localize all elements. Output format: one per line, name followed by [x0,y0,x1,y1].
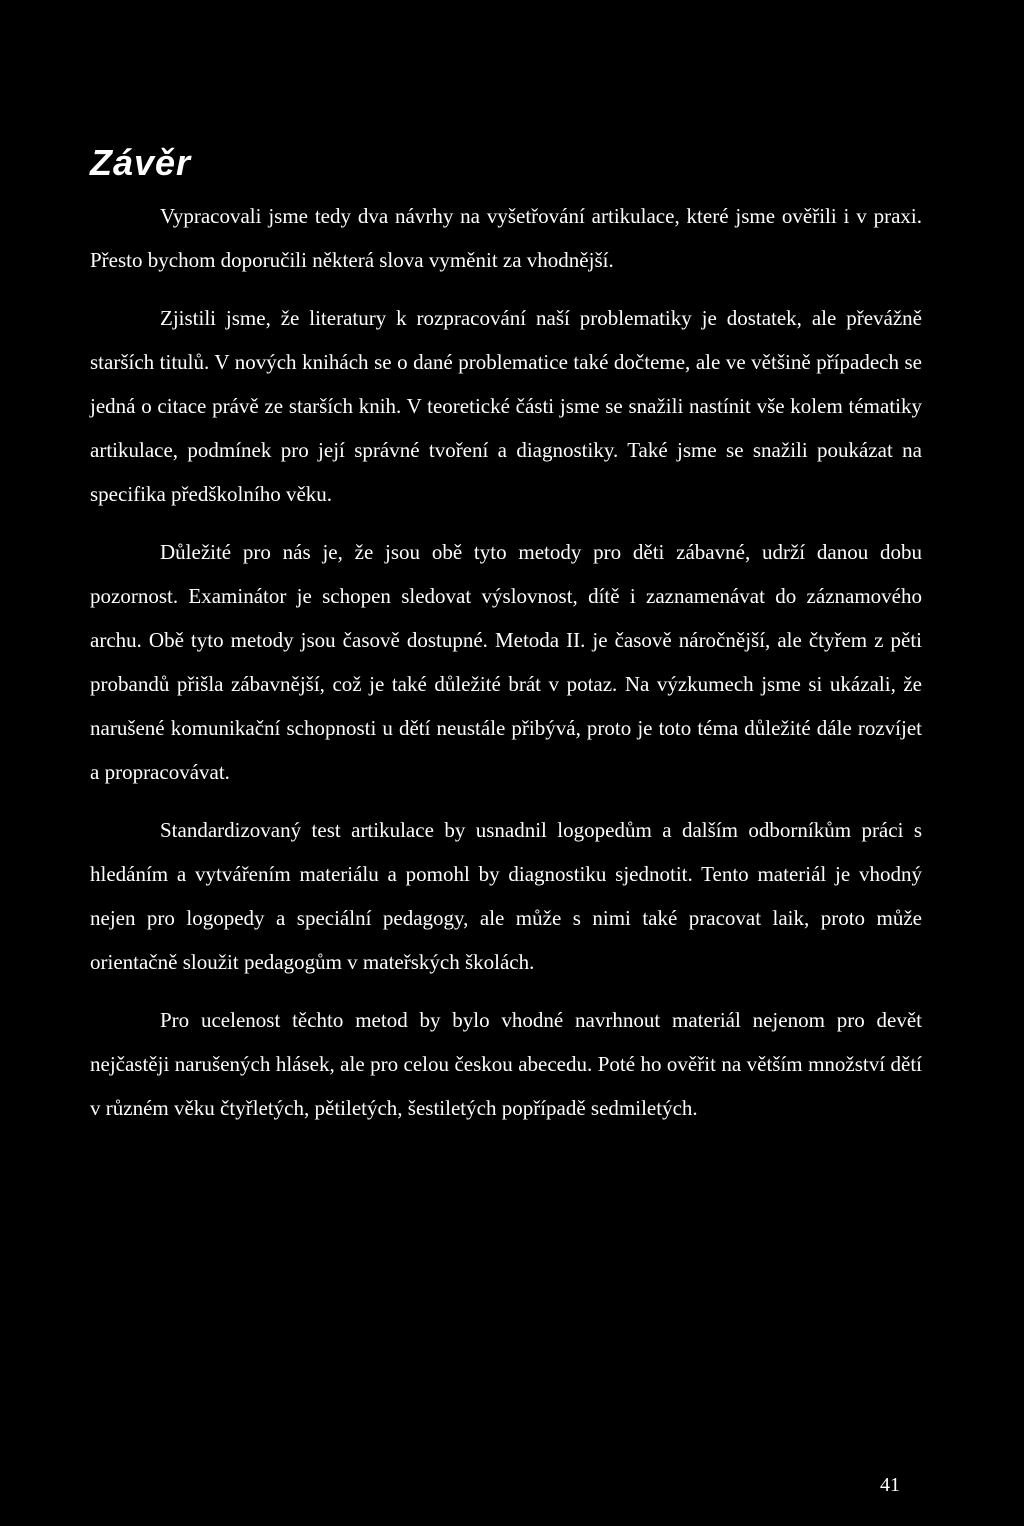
body-text [90,194,922,1144]
paragraph: Důležité pro nás je, že jsou obě tyto metody pro děti zábavné, udrží danou dobu pozornost. Examinátor je schopen sledovat výslovnost, dítě i zaznamenávat do záznamového archu. Obě tyto metody jsou časově dostupné. Metoda II. je časově náročnější, ale čtyřem z pěti probandů přišla zábavnější, což je také důležité brát v potaz. Na výzkumech jsme si ukázali, že narušené komunikační schopnosti u dětí neustále přibývá, proto je toto téma důležité dále rozvíjet a propracovávat. [90,540,922,784]
paragraph: Standardizovaný test artikulace by usnadnil logopedům a dalším odborníkům práci s hledáním a vytvářením materiálu a pomohl by diagnostiku sjednotit. Tento materiál je vhodný nejen pro logopedy a speciální pedagogy, ale může s nimi také pracovat laik, proto může orientačně sloužit pedagogům v mateřských školách. [90,818,922,974]
paragraph: Pro ucelenost těchto metod by bylo vhodné navrhnout materiál nejenom pro devět nejčastěji narušených hlásek, ale pro celou českou abecedu. Poté ho ověřit na větším množství dětí v různém věku čtyřletých, pětiletých, šestiletých popřípadě sedmiletých. [90,1008,922,1120]
page-title: Závěr [90,142,192,183]
paragraph: Zjistili jsme, že literatury k rozpracování naší problematiky je dostatek, ale převážně starších titulů. V nových knihách se o dané problematice také dočteme, ale ve většině případech se jedná o citace právě ze starších knih. V teoretické části jsme se snažili nastínit vše kolem tématiky artikulace, podmínek pro její správné tvoření a diagnostiky. Také jsme se snažili poukázat na specifika předškolního věku. [90,306,922,506]
page-number: 41 [880,1474,900,1496]
paragraph: Vypracovali jsme tedy dva návrhy na vyšetřování artikulace, které jsme ověřili i v praxi. Přesto bychom doporučili některá slova vyměnit za vhodnější. [90,204,922,272]
